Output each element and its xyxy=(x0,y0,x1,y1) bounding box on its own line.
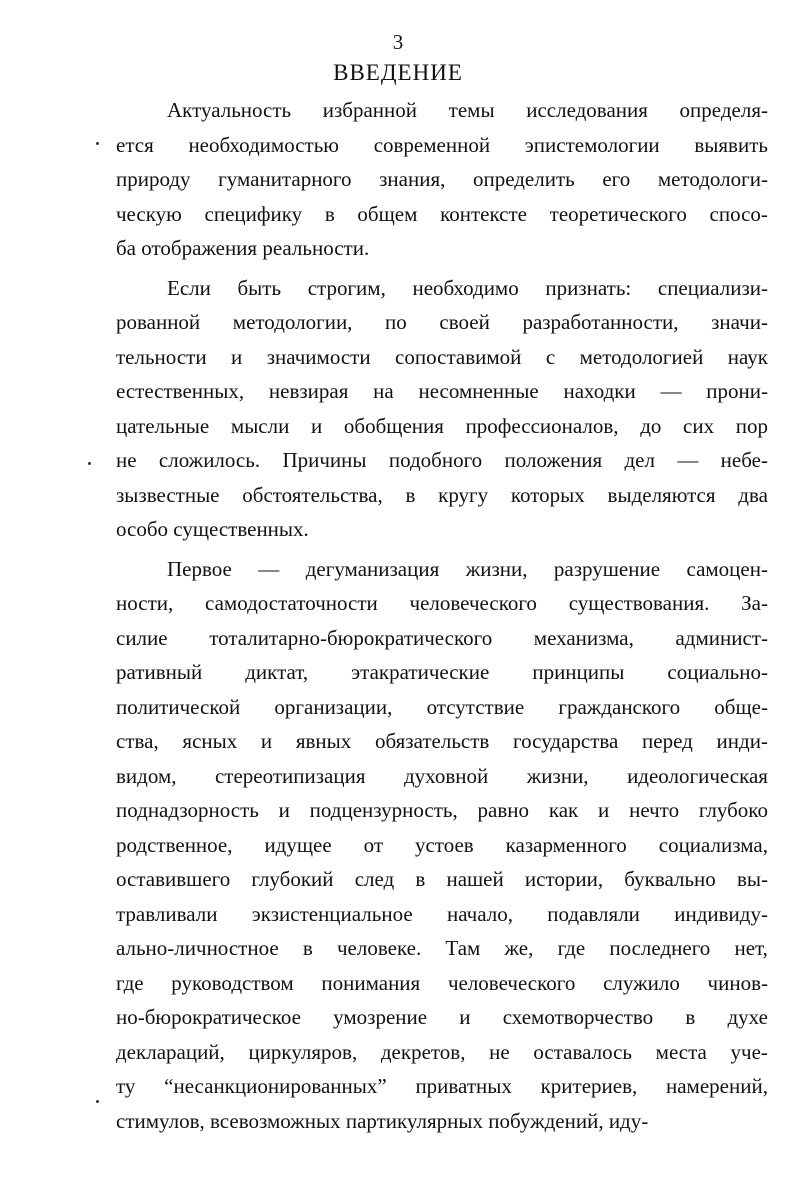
text-line: тельности и значимости сопоставимой с методологией наук xyxy=(116,344,768,369)
text-line: Первое — дегуманизация жизни, разрушение самоцен- xyxy=(167,556,768,581)
paragraph xyxy=(116,271,768,547)
text-line: зызвестные обстоятельства, в кругу которых выделяются два xyxy=(116,482,768,507)
body-text xyxy=(116,93,768,1138)
paragraph xyxy=(116,93,768,266)
text-line: особо существенных. xyxy=(116,517,309,541)
text-line: естественных, невзирая на несомненные находки — прони- xyxy=(116,379,768,403)
text-line: поднадзорность и подцензурность, равно как и нечто глубоко xyxy=(116,798,768,822)
page-number: 3 xyxy=(392,30,404,54)
text-line: природу гуманитарного знания, определить его методологи- xyxy=(116,167,768,191)
text-line: ности, самодостаточности человеческого существования. За- xyxy=(116,591,768,615)
text-line: ства, ясных и явных обязательств государства перед инди- xyxy=(116,729,768,753)
text-line: оставившего глубокий след в нашей истории, буквально вы- xyxy=(116,867,768,891)
text-line: родственное, идущее от устоев казарменного социализма, xyxy=(116,832,768,857)
text-line: ту “несанкционированных” приватных критериев, намерений, xyxy=(116,1074,768,1098)
text-line: травливали экзистенциальное начало, подавляли индивиду- xyxy=(116,901,768,926)
text-line: ческую специфику в общем контексте теоретического спосо- xyxy=(116,201,768,226)
margin-speck xyxy=(88,462,91,465)
section-heading: ВВЕДЕНИЕ xyxy=(333,60,463,85)
text-line: ба отображения реальности. xyxy=(116,236,370,260)
text-line: политической организации, отсутствие гражданского обще- xyxy=(116,694,768,719)
text-line: рованной методологии, по своей разработанности, значи- xyxy=(116,310,768,334)
text-line: ется необходимостью современной эпистемологии выявить xyxy=(116,132,768,157)
text-line: не сложилось. Причины подобного положения дел — небе- xyxy=(116,448,768,472)
text-line: где руководством понимания человеческого служило чинов- xyxy=(116,970,768,995)
text-line: но-бюрократическое умозрение и схемотворчество в духе xyxy=(116,1005,768,1029)
margin-speck xyxy=(96,142,99,145)
text-line: ративный диктат, этакратические принципы социально- xyxy=(116,660,768,684)
text-line: видом, стереотипизация духовной жизни, идеологическая xyxy=(116,763,768,788)
text-line: цательные мысли и обобщения профессионалов, до сих пор xyxy=(116,413,768,438)
margin-speck xyxy=(96,1100,99,1103)
paragraph xyxy=(116,552,768,1139)
text-line: Актуальность избранной темы исследования определя- xyxy=(167,98,768,122)
text-line: силие тоталитарно-бюрократического механизма, админист- xyxy=(116,625,768,650)
text-line: деклараций, циркуляров, декретов, не оставалось места учe- xyxy=(116,1039,768,1064)
text-line: ально-личностное в человеке. Там же, где последнего нет, xyxy=(116,936,768,960)
text-line: стимулов, всевозможных партикулярных побуждений, иду- xyxy=(116,1108,649,1133)
text-line: Если быть строгим, необходимо признать: специализи- xyxy=(167,275,768,300)
